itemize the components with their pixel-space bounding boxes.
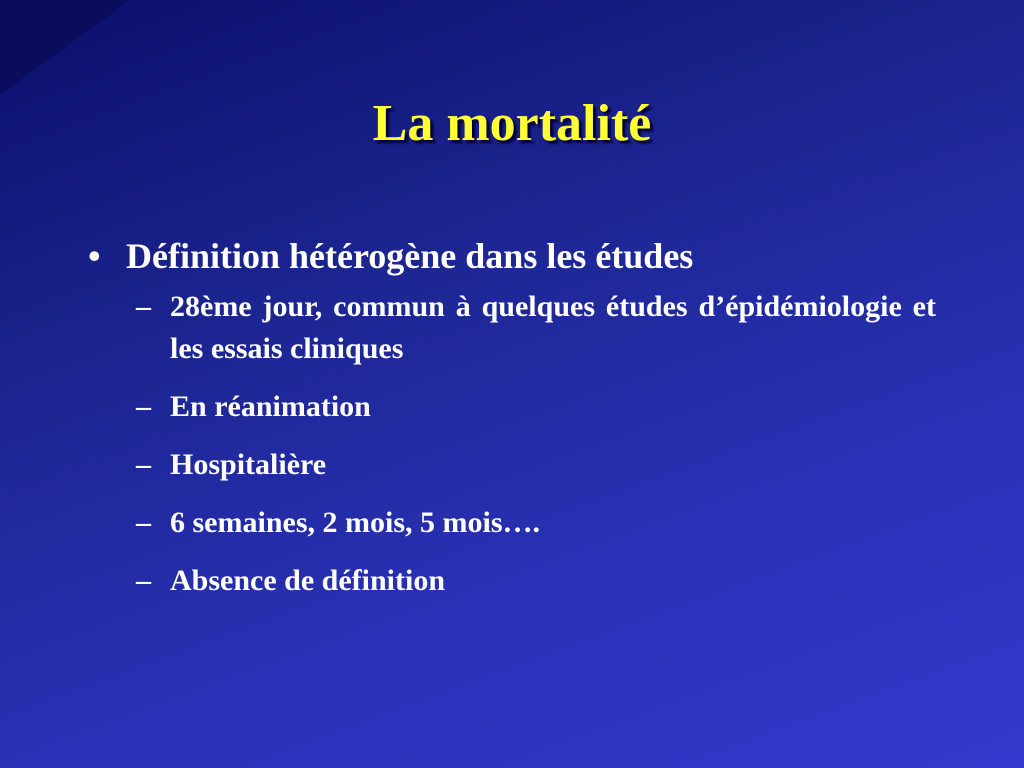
sub-item-text: Hospitalière bbox=[170, 448, 327, 481]
sub-item bbox=[136, 386, 948, 428]
sub-list bbox=[136, 286, 948, 602]
sub-item-text: 28ème jour, commun à quelques études d’épidémiologie et les essais cliniques bbox=[170, 290, 936, 365]
sub-item-text: Absence de définition bbox=[170, 564, 446, 597]
sub-item bbox=[136, 502, 948, 544]
sub-item bbox=[136, 444, 948, 486]
slide-content bbox=[88, 232, 948, 618]
dash-icon: – bbox=[136, 506, 151, 539]
sub-item bbox=[136, 560, 948, 602]
sub-item-text: En réanimation bbox=[170, 390, 371, 423]
bullet-item bbox=[88, 232, 948, 280]
dash-icon: – bbox=[136, 390, 151, 423]
corner-decoration bbox=[0, 0, 130, 95]
dash-icon: – bbox=[136, 448, 151, 481]
sub-item-text: 6 semaines, 2 mois, 5 mois…. bbox=[170, 506, 540, 539]
bullet-text: Définition hétérogène dans les études bbox=[126, 236, 694, 276]
slide-title: La mortalité bbox=[372, 95, 652, 152]
bullet-icon: • bbox=[88, 236, 101, 276]
dash-icon: – bbox=[136, 564, 151, 597]
dash-icon: – bbox=[136, 290, 151, 323]
sub-item bbox=[136, 286, 948, 370]
